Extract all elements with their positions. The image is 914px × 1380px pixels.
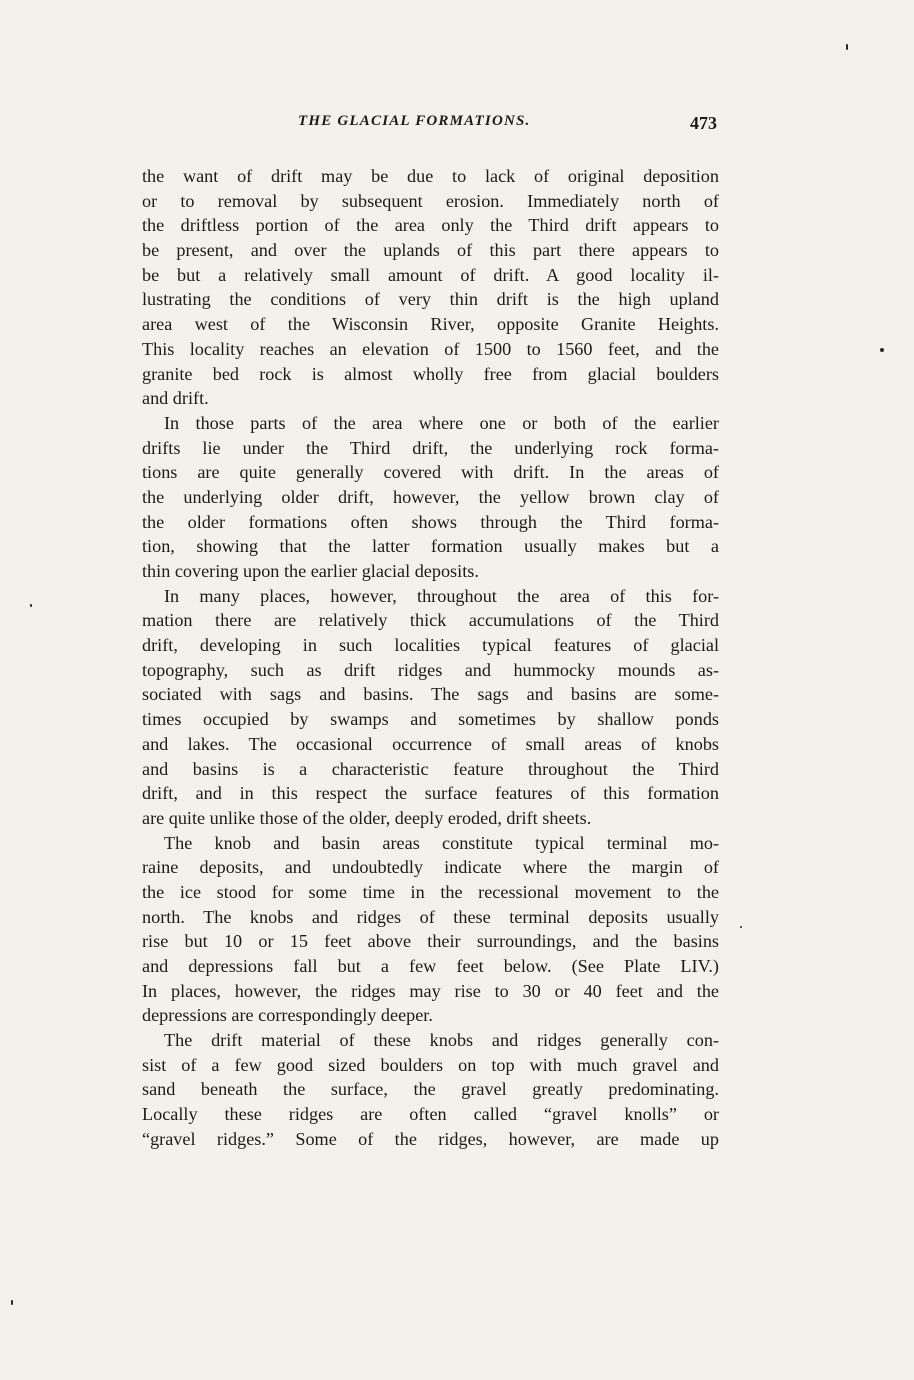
text-line: times occupied by swamps and sometimes by shallow ponds <box>142 709 719 730</box>
text-line: In many places, however, throughout the area of this for- <box>164 585 719 606</box>
text-line: the underlying older drift, however, the yellow brown clay of <box>142 486 719 507</box>
scan-speck <box>880 348 884 352</box>
scan-speck <box>11 1300 13 1305</box>
scan-speck <box>30 604 32 607</box>
text-line: and basins is a characteristic feature throughout the Third <box>142 758 719 779</box>
text-line: topography, such as drift ridges and hummocky mounds as- <box>142 659 719 680</box>
text-line: drifts lie under the Third drift, the underlying rock forma- <box>142 437 719 458</box>
text-line: and depressions fall but a few feet below. (See Plate LIV.) <box>142 956 719 976</box>
text-line: depressions are correspondingly deeper. <box>142 1005 433 1026</box>
text-line: be but a relatively small amount of drift. A good locality il- <box>142 264 719 285</box>
text-line: The drift material of these knobs and ridges generally con- <box>164 1030 719 1051</box>
page-number: 473 <box>690 113 717 133</box>
text-line: lustrating the conditions of very thin drift is the high upland <box>142 289 719 310</box>
text-line: The knob and basin areas constitute typical terminal mo- <box>164 832 719 853</box>
text-line: or to removal by subsequent erosion. Immediately north of <box>142 190 719 211</box>
text-line: drift, and in this respect the surface features of this formation <box>142 783 719 804</box>
scan-speck <box>846 44 848 50</box>
text-line: the want of drift may be due to lack of original deposition <box>142 166 719 186</box>
text-line: Locally these ridges are often called “gravel knolls” or <box>142 1104 719 1125</box>
text-line: and lakes. The occasional occurrence of small areas of knobs <box>142 733 719 754</box>
text-line: raine deposits, and undoubtedly indicate where the margin of <box>142 857 719 878</box>
running-title: THE GLACIAL FORMATIONS. <box>298 113 531 129</box>
text-line: the older formations often shows through the Third forma- <box>142 511 719 532</box>
text-line: In places, however, the ridges may rise to 30 or 40 feet and the <box>142 980 719 1001</box>
text-line: In those parts of the area where one or both of the earlier <box>164 412 719 433</box>
text-line: be present, and over the uplands of this part there appears to <box>142 240 719 261</box>
text-line: area west of the Wisconsin River, opposite Granite Heights. <box>142 314 719 335</box>
text-line: This locality reaches an elevation of 1500 to 1560 feet, and the <box>142 338 719 359</box>
text-line: sist of a few good sized boulders on top with much gravel and <box>142 1054 719 1075</box>
text-line: thin covering upon the earlier glacial deposits. <box>142 561 479 581</box>
text-line: rise but 10 or 15 feet above their surroundings, and the basins <box>142 931 719 952</box>
text-line: are quite unlike those of the older, deeply eroded, drift sheets. <box>142 807 592 828</box>
text-line: the ice stood for some time in the recessional movement to the <box>142 881 719 902</box>
text-line: and drift. <box>142 388 209 409</box>
text-line: tion, showing that the latter formation usually makes but a <box>142 536 719 557</box>
text-line: the driftless portion of the area only the Third drift appears to <box>142 215 719 236</box>
text-line: granite bed rock is almost wholly free from glacial boulders <box>142 363 719 384</box>
text-line: sociated with sags and basins. The sags and basins are some- <box>142 684 719 705</box>
scan-speck <box>740 926 742 928</box>
text-line: sand beneath the surface, the gravel greatly predominating. <box>142 1079 719 1100</box>
text-line: mation there are relatively thick accumulations of the Third <box>142 610 719 631</box>
text-line: “gravel ridges.” Some of the ridges, however, are made up <box>142 1128 719 1149</box>
text-line: drift, developing in such localities typical features of glacial <box>142 635 719 656</box>
text-line: tions are quite generally covered with drift. In the areas of <box>142 462 719 483</box>
text-line: north. The knobs and ridges of these terminal deposits usually <box>142 906 719 927</box>
body-text <box>142 164 719 1152</box>
